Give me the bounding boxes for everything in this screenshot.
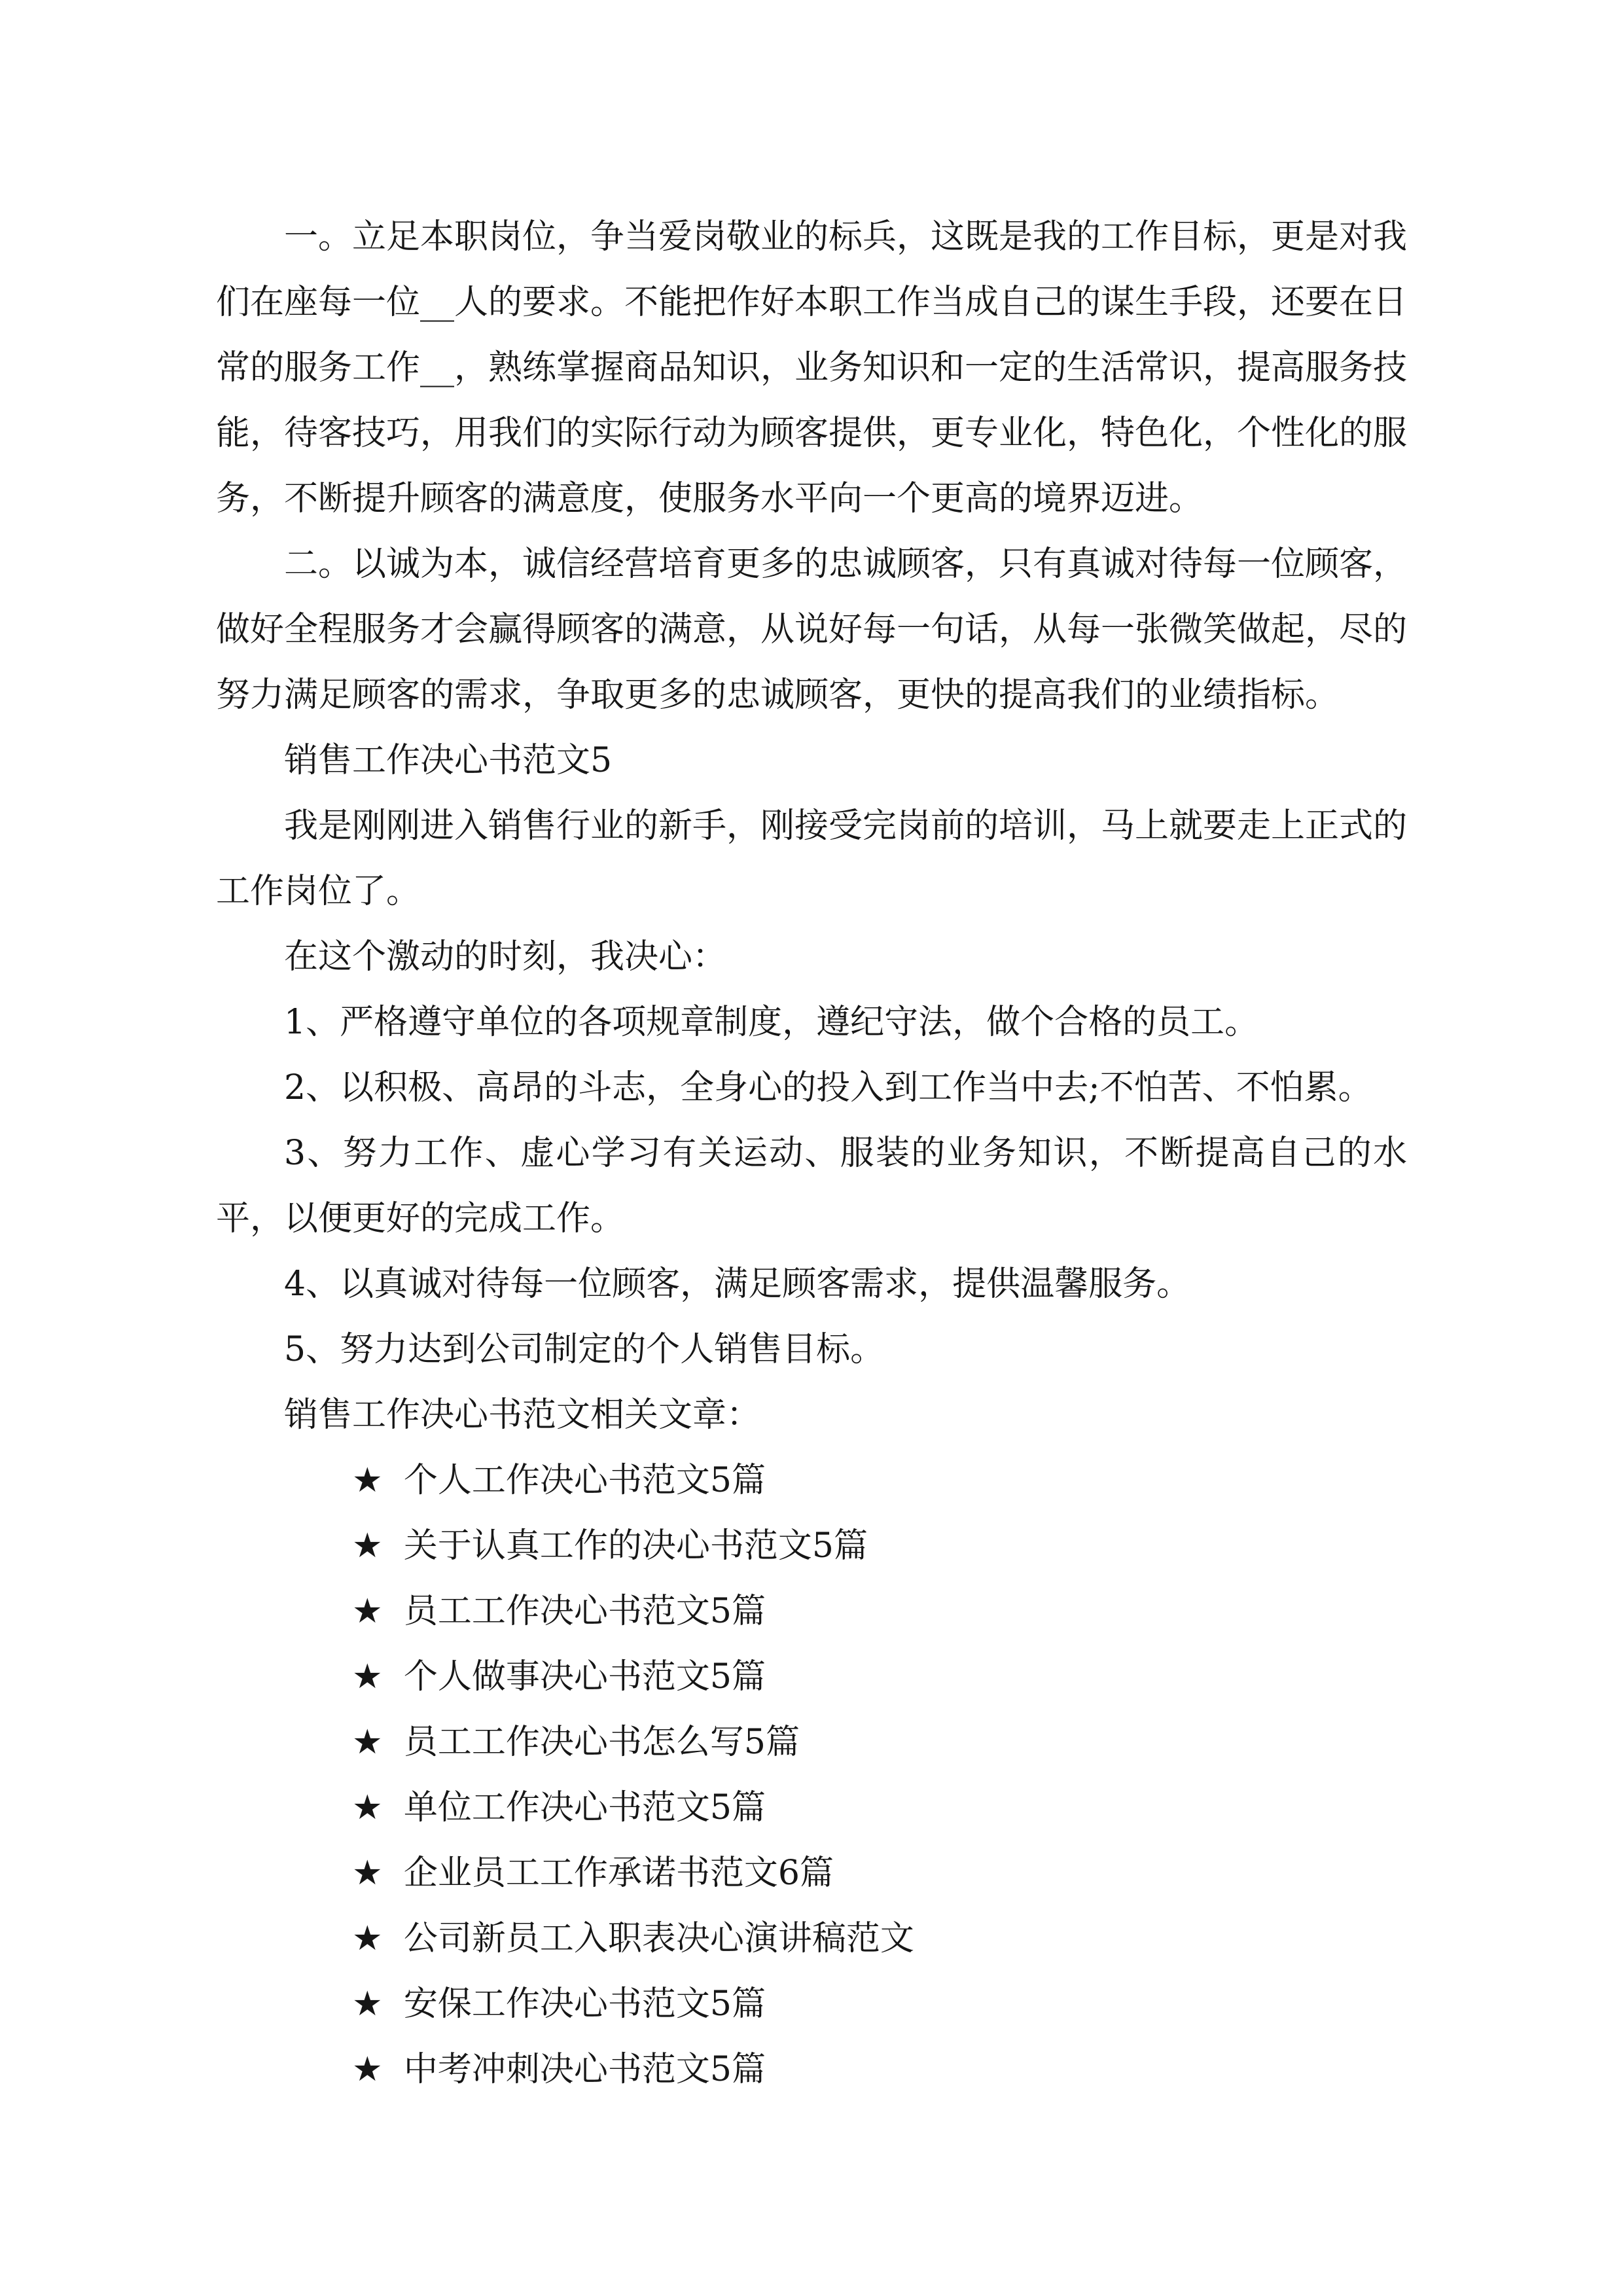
related-article-item [216, 1971, 1407, 2037]
related-article-label: 关于认真工作的决心书范文5篇 [403, 1526, 868, 1566]
numbered-item: 5、努力达到公司制定的个人销售目标。 [284, 1330, 885, 1369]
related-article-label: 单位工作决心书范文5篇 [403, 1788, 766, 1827]
related-article-label: 员工工作决心书范文5篇 [403, 1592, 766, 1631]
star-icon: ★ [352, 1919, 383, 1958]
star-icon: ★ [352, 1723, 383, 1762]
related-article-label: 企业员工工作承诺书范文6篇 [403, 1854, 834, 1893]
numbered-item: 2、以积极、高昂的斗志，全身心的投入到工作当中去;不怕苦、不怕累。 [284, 1068, 1372, 1107]
related-article-item [216, 1513, 1407, 1579]
related-article-item [216, 2037, 1407, 2102]
related-article-item [216, 1906, 1407, 1971]
related-article-label: 安保工作决心书范文5篇 [403, 1984, 766, 2024]
numbered-item: 3、努力工作、虚心学习有关运动、服装的业务知识，不断提高自己的水平，以便更好的完成工作。 [216, 1134, 1407, 1238]
related-articles-heading: 销售工作决心书范文相关文章： [284, 1395, 761, 1435]
body-paragraph: 在这个激动的时刻，我决心： [284, 937, 727, 977]
related-article-label: 中考冲刺决心书范文5篇 [403, 2050, 766, 2089]
body-paragraph: 我是刚刚进入销售行业的新手，刚接受完岗前的培训，马上就要走上正式的工作岗位了。 [216, 806, 1408, 911]
related-article-label: 个人工作决心书范文5篇 [403, 1461, 766, 1500]
related-article-label: 员工工作决心书怎么写5篇 [403, 1723, 800, 1762]
star-icon: ★ [352, 1657, 383, 1696]
related-article-label: 个人做事决心书范文5篇 [403, 1657, 766, 1696]
related-article-item [216, 1644, 1407, 1710]
related-article-item [216, 1840, 1407, 1906]
numbered-item: 4、以真诚对待每一位顾客，满足顾客需求，提供温馨服务。 [284, 1265, 1191, 1304]
related-article-label: 公司新员工入职表决心演讲稿范文 [403, 1919, 914, 1958]
star-icon: ★ [352, 1788, 383, 1827]
related-article-item [216, 1775, 1407, 1840]
body-paragraph: 一。立足本职岗位，争当爱岗敬业的标兵，这既是我的工作目标，更是对我们在座每一位__人的要求。不能把作好本职工作当成自己的谋生手段，还要在日常的服务工作__，熟练掌握商品知识，业务知识和一定的生活常识，提高服务技能，待客技巧，用我们的实际行动为顾客提供，更专业化，特色化，个性化的服务，不断提升顾客的满意度，使服务水平向一个更高的境界迈进。 [216, 217, 1408, 518]
star-icon: ★ [352, 2050, 383, 2089]
star-icon: ★ [352, 1984, 383, 2024]
related-article-item [216, 1448, 1407, 1513]
star-icon: ★ [352, 1592, 383, 1631]
star-icon: ★ [352, 1854, 383, 1893]
body-paragraph: 二。以诚为本，诚信经营培育更多的忠诚顾客，只有真诚对待每一位顾客，做好全程服务才会赢得顾客的满意，从说好每一句话，从每一张微笑做起，尽的努力满足顾客的需求，争取更多的忠诚顾客，更快的提高我们的业绩指标。 [216, 545, 1408, 715]
numbered-item: 1、严格遵守单位的各项规章制度，遵纪守法，做个合格的员工。 [284, 1003, 1259, 1042]
star-icon: ★ [352, 1526, 383, 1566]
section-title: 销售工作决心书范文5 [284, 741, 613, 780]
related-article-item [216, 1579, 1407, 1644]
star-icon: ★ [352, 1461, 383, 1500]
related-article-item [216, 1710, 1407, 1775]
